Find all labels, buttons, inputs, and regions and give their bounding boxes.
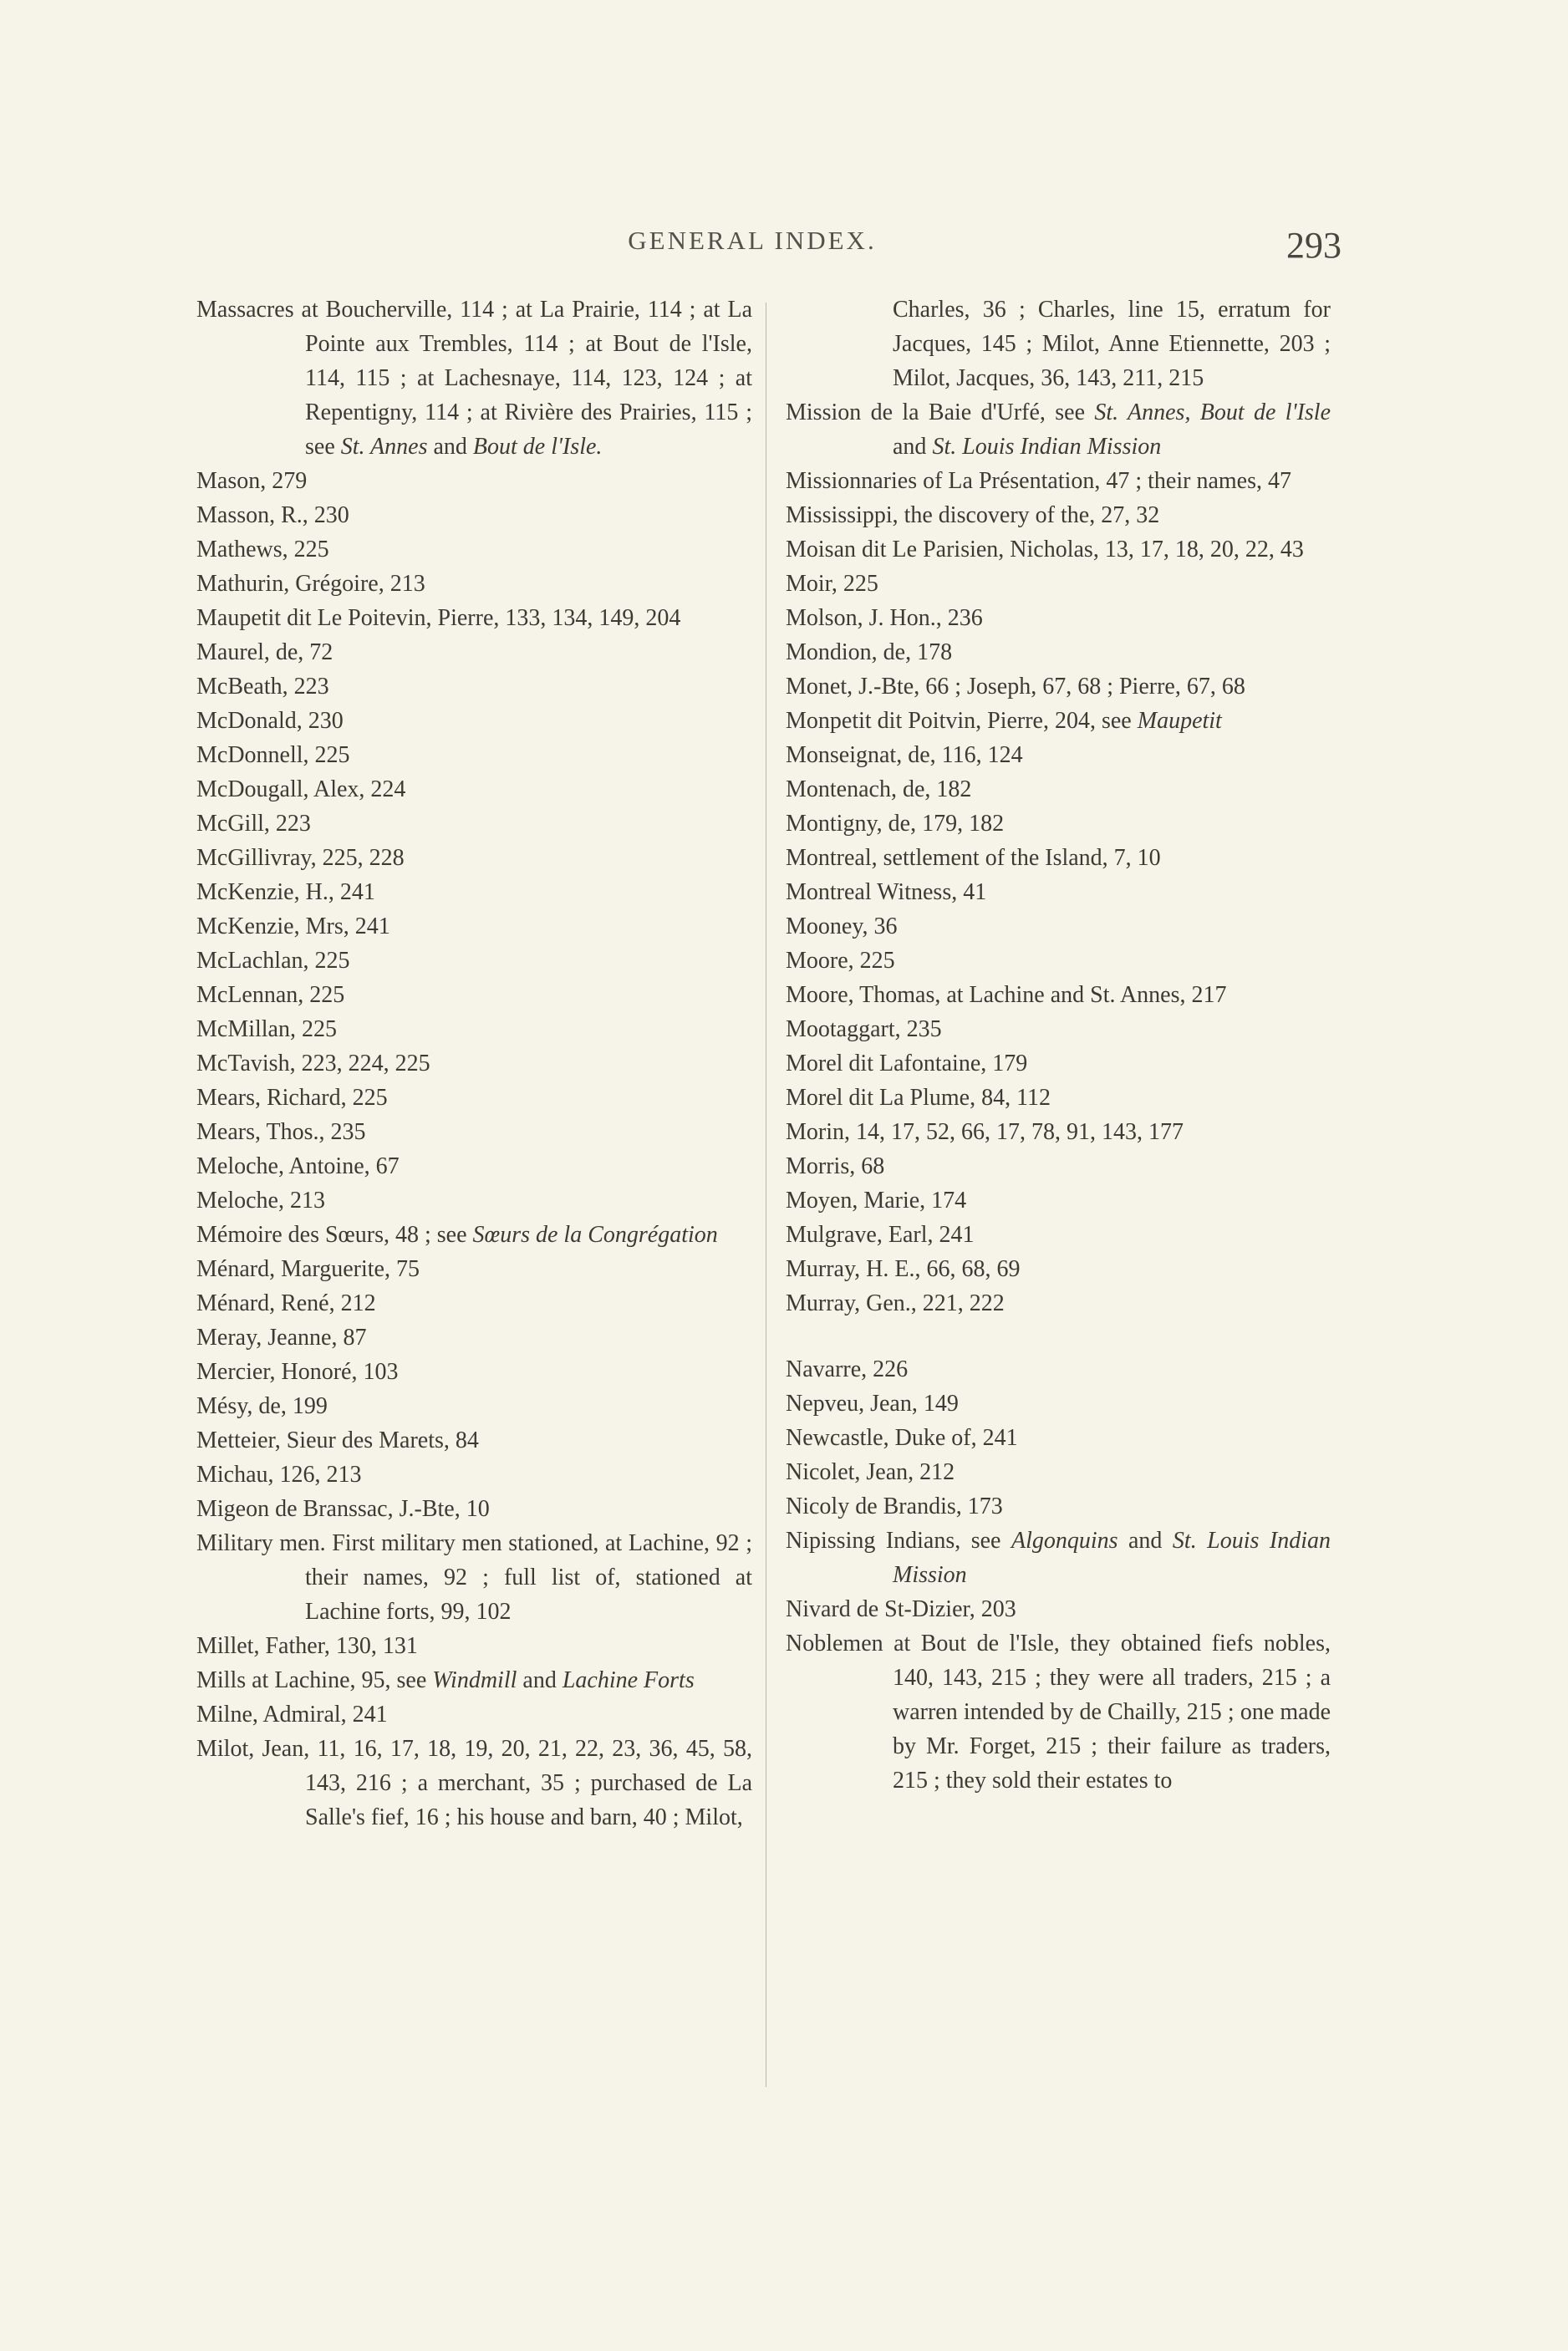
section-gap	[786, 1321, 1331, 1352]
index-entry-text: Mooney, 36	[786, 913, 898, 939]
index-entry-text: Nipissing Indians, see	[786, 1528, 1011, 1554]
index-entry-text: Ménard, Marguerite, 75	[196, 1256, 420, 1282]
index-entry-text: Moisan dit Le Parisien, Nicholas, 13, 17, 18, 20, 22, 43	[786, 537, 1304, 562]
index-entry	[786, 1626, 1331, 1798]
index-entry-text: Mercier, Honoré, 103	[196, 1359, 399, 1385]
index-entry	[786, 1455, 1331, 1489]
index-entry	[786, 1081, 1331, 1115]
index-entry-text: Ménard, René, 212	[196, 1290, 376, 1316]
index-entry-text: Maupetit dit Le Poitevin, Pierre, 133, 134, 149, 204	[196, 605, 681, 631]
index-entry	[786, 395, 1331, 464]
index-entry	[196, 669, 752, 704]
index-entry-text: Murray, Gen., 221, 222	[786, 1290, 1005, 1316]
index-entry	[786, 1286, 1331, 1321]
index-entry	[196, 532, 752, 567]
index-entry	[196, 464, 752, 498]
index-entry-text: and	[893, 434, 933, 460]
index-entry	[196, 1321, 752, 1355]
index-entry-text: McKenzie, H., 241	[196, 879, 375, 905]
index-entry-text: Monet, J.-Bte, 66 ; Joseph, 67, 68 ; Pierre, 67, 68	[786, 674, 1245, 700]
index-entry	[786, 1183, 1331, 1218]
index-entry	[196, 772, 752, 807]
index-entry-text: McDonnell, 225	[196, 742, 350, 768]
index-entry-text: McLennan, 225	[196, 982, 345, 1008]
index-entry-text: Mémoire des Sœurs, 48 ; see	[196, 1222, 473, 1248]
index-entry-text: Montreal, settlement of the Island, 7, 10	[786, 845, 1161, 871]
index-entry	[196, 704, 752, 738]
index-entry-text: Nicoly de Brandis, 173	[786, 1494, 1003, 1519]
index-entry	[196, 1286, 752, 1321]
index-entry-text: and	[1117, 1528, 1173, 1554]
index-entry	[196, 1081, 752, 1115]
index-entry	[196, 909, 752, 944]
index-entry-text: Mills at Lachine, 95, see	[196, 1667, 433, 1693]
index-entry	[196, 1149, 752, 1183]
index-entry	[786, 464, 1331, 498]
index-entry-text: Mésy, de, 199	[196, 1393, 328, 1419]
left-index-column	[196, 293, 752, 1834]
index-entry	[786, 567, 1331, 601]
index-entry	[196, 1697, 752, 1732]
index-entry-text: Noblemen at Bout de l'Isle, they obtained fiefs nobles, 140, 143, 215 ; they were all traders, 215 ; a warren intended by de Chailly, 215 ; one made by Mr. Forget, 215 ; their failure as traders, 215 ; they sold their estates to	[786, 1631, 1331, 1794]
index-entry-text: Monpetit dit Poitvin, Pierre, 204, see	[786, 708, 1138, 734]
index-entry-text: Maurel, de, 72	[196, 639, 333, 665]
index-entry-text: McTavish, 223, 224, 225	[196, 1051, 430, 1076]
index-entry-text: Michau, 126, 213	[196, 1462, 362, 1488]
index-entry-text: Charles, 36 ; Charles, line 15, erratum for Jacques, 145 ; Milot, Anne Etiennette, 203 ; Milot, Jacques, 36, 143, 211, 215	[893, 297, 1331, 391]
index-cross-reference: Algonquins	[1011, 1528, 1118, 1554]
index-cross-reference: Lachine Forts	[562, 1667, 695, 1693]
index-cross-reference: Sœurs de la Congrégation	[472, 1222, 718, 1248]
index-entry-text: McGill, 223	[196, 811, 311, 837]
index-cross-reference: Maupetit	[1137, 708, 1222, 734]
index-entry-text: Mondion, de, 178	[786, 639, 953, 665]
index-entry	[196, 1732, 752, 1834]
index-entry-text: Nicolet, Jean, 212	[786, 1459, 955, 1485]
index-entry-text: McDonald, 230	[196, 708, 344, 734]
index-entry-text: Nivard de St-Dizier, 203	[786, 1596, 1016, 1622]
index-entry-text: Meloche, Antoine, 67	[196, 1153, 400, 1179]
index-entry-text: Moyen, Marie, 174	[786, 1188, 967, 1214]
index-entry-text: Montigny, de, 179, 182	[786, 811, 1005, 837]
index-cross-reference: St. Annes, Bout de l'Isle	[1094, 399, 1331, 425]
index-entry	[196, 293, 752, 464]
index-entry	[786, 875, 1331, 909]
index-entry-text: Meray, Jeanne, 87	[196, 1325, 367, 1351]
index-entry-text: and	[517, 1667, 563, 1693]
index-entry-text: Mason, 279	[196, 468, 308, 494]
index-entry-text: Navarre, 226	[786, 1356, 909, 1382]
index-entry	[196, 1355, 752, 1389]
index-entry	[786, 1149, 1331, 1183]
index-entry-text: Moore, Thomas, at Lachine and St. Annes, 217	[786, 982, 1227, 1008]
index-entry	[196, 944, 752, 978]
index-cross-reference: St. Louis Indian Mission	[932, 434, 1162, 460]
running-header: GENERAL INDEX.	[628, 226, 877, 255]
index-entry-text: Mears, Richard, 225	[196, 1085, 388, 1111]
index-entry-text: Millet, Father, 130, 131	[196, 1633, 418, 1659]
index-entry	[196, 1663, 752, 1697]
index-entry	[786, 669, 1331, 704]
index-entry-text: Morris, 68	[786, 1153, 885, 1179]
page-number: 293	[1286, 225, 1341, 266]
index-entry	[786, 944, 1331, 978]
index-entry	[786, 704, 1331, 738]
index-entry	[786, 1524, 1331, 1592]
index-entry-text: Military men. First military men stationed, at Lachine, 92 ; their names, 92 ; full list of, stationed at Lachine forts, 99, 102	[196, 1530, 752, 1625]
index-cross-reference: Bout de l'Isle.	[472, 434, 603, 460]
index-entry	[196, 498, 752, 532]
index-entry	[786, 1012, 1331, 1046]
index-entry	[196, 978, 752, 1012]
index-entry-text: Migeon de Branssac, J.-Bte, 10	[196, 1496, 490, 1522]
index-entry-text: Milne, Admiral, 241	[196, 1702, 388, 1728]
index-entry-text: McDougall, Alex, 224	[196, 776, 406, 802]
index-entry-text: Metteier, Sieur des Marets, 84	[196, 1427, 479, 1453]
index-entry-text: Montreal Witness, 41	[786, 879, 987, 905]
index-entry	[786, 1046, 1331, 1081]
index-entry	[196, 738, 752, 772]
index-entry-text: Molson, J. Hon., 236	[786, 605, 983, 631]
index-entry	[786, 772, 1331, 807]
index-cross-reference: St. Annes	[340, 434, 428, 460]
index-entry	[196, 567, 752, 601]
index-entry-text: Mulgrave, Earl, 241	[786, 1222, 975, 1248]
index-entry	[196, 807, 752, 841]
index-entry	[786, 1352, 1331, 1387]
index-entry	[196, 1492, 752, 1526]
index-entry	[786, 1387, 1331, 1421]
index-entry-text: Monseignat, de, 116, 124	[786, 742, 1023, 768]
index-entry	[786, 978, 1331, 1012]
index-entry-text: McGillivray, 225, 228	[196, 845, 405, 871]
index-entry	[196, 1458, 752, 1492]
index-entry	[196, 1423, 752, 1458]
index-entry	[786, 807, 1331, 841]
index-entry-text: Mathurin, Grégoire, 213	[196, 571, 425, 597]
index-entry-text: Murray, H. E., 66, 68, 69	[786, 1256, 1021, 1282]
index-entry-text: McLachlan, 225	[196, 948, 350, 974]
index-entry-text: Newcastle, Duke of, 241	[786, 1425, 1018, 1451]
index-entry-text: Morel dit La Plume, 84, 112	[786, 1085, 1051, 1111]
index-entry-text: Mississippi, the discovery of the, 27, 32	[786, 502, 1160, 528]
index-entry	[786, 1489, 1331, 1524]
index-entry	[196, 1115, 752, 1149]
index-entry-text: Meloche, 213	[196, 1188, 325, 1214]
index-entry	[786, 601, 1331, 635]
index-entry	[786, 1115, 1331, 1149]
index-entry-text: Massacres at Boucherville, 114 ; at La Prairie, 114 ; at La Pointe aux Trembles, 114 ; at Bout de l'Isle, 114, 115 ; at Lachesnaye, 114, 123, 124 ; at Repentigny, 114 ; at Rivière des Prairies, 115 ; see	[196, 297, 752, 460]
index-entry-text: McKenzie, Mrs, 241	[196, 913, 390, 939]
index-entry-text: Morel dit Lafontaine, 179	[786, 1051, 1028, 1076]
index-entry	[196, 1629, 752, 1663]
index-entry-text: Mathews, 225	[196, 537, 329, 562]
index-entry-text: and	[427, 434, 473, 460]
index-entry	[786, 738, 1331, 772]
index-entry-text: Mears, Thos., 235	[196, 1119, 366, 1145]
index-entry	[196, 1046, 752, 1081]
index-entry-text: Milot, Jean, 11, 16, 17, 18, 19, 20, 21, 22, 23, 36, 45, 58, 143, 216 ; a merchant, 35 ; purchased de La Salle's fief, 16 ; his house and barn, 40 ; Milot,	[196, 1736, 752, 1830]
index-entry	[786, 1421, 1331, 1455]
index-entry	[786, 841, 1331, 875]
index-entry-text: Missionnaries of La Présentation, 47 ; their names, 47	[786, 468, 1291, 494]
index-entry	[196, 635, 752, 669]
index-entry	[786, 1592, 1331, 1626]
index-entry	[196, 1012, 752, 1046]
index-entry-text: McMillan, 225	[196, 1016, 337, 1042]
index-entry-text: Mission de la Baie d'Urfé, see	[786, 399, 1095, 425]
index-entry	[196, 841, 752, 875]
index-entry-text: Morin, 14, 17, 52, 66, 17, 78, 91, 143, 177	[786, 1119, 1184, 1145]
index-entry	[196, 1252, 752, 1286]
index-entry-text: Moir, 225	[786, 571, 878, 597]
index-entry	[786, 635, 1331, 669]
index-entry	[786, 1218, 1331, 1252]
index-entry-text: Nepveu, Jean, 149	[786, 1391, 959, 1417]
right-index-column	[786, 293, 1331, 1798]
index-entry-text: Mootaggart, 235	[786, 1016, 942, 1042]
index-entry	[786, 293, 1331, 395]
index-entry	[196, 875, 752, 909]
index-entry-text: McBeath, 223	[196, 674, 329, 700]
index-cross-reference: Windmill	[432, 1667, 517, 1693]
index-entry	[196, 1526, 752, 1629]
index-entry	[786, 532, 1331, 567]
index-entry	[196, 1389, 752, 1423]
index-entry	[196, 601, 752, 635]
index-entry	[786, 498, 1331, 532]
index-entry	[786, 1252, 1331, 1286]
index-entry-text: Masson, R., 230	[196, 502, 349, 528]
index-entry-text: Moore, 225	[786, 948, 895, 974]
index-entry	[196, 1218, 752, 1252]
index-entry	[196, 1183, 752, 1218]
index-entry	[786, 909, 1331, 944]
index-cross-reference: St. Louis Indian Mission	[893, 1528, 1331, 1588]
index-entry-text: Montenach, de, 182	[786, 776, 972, 802]
